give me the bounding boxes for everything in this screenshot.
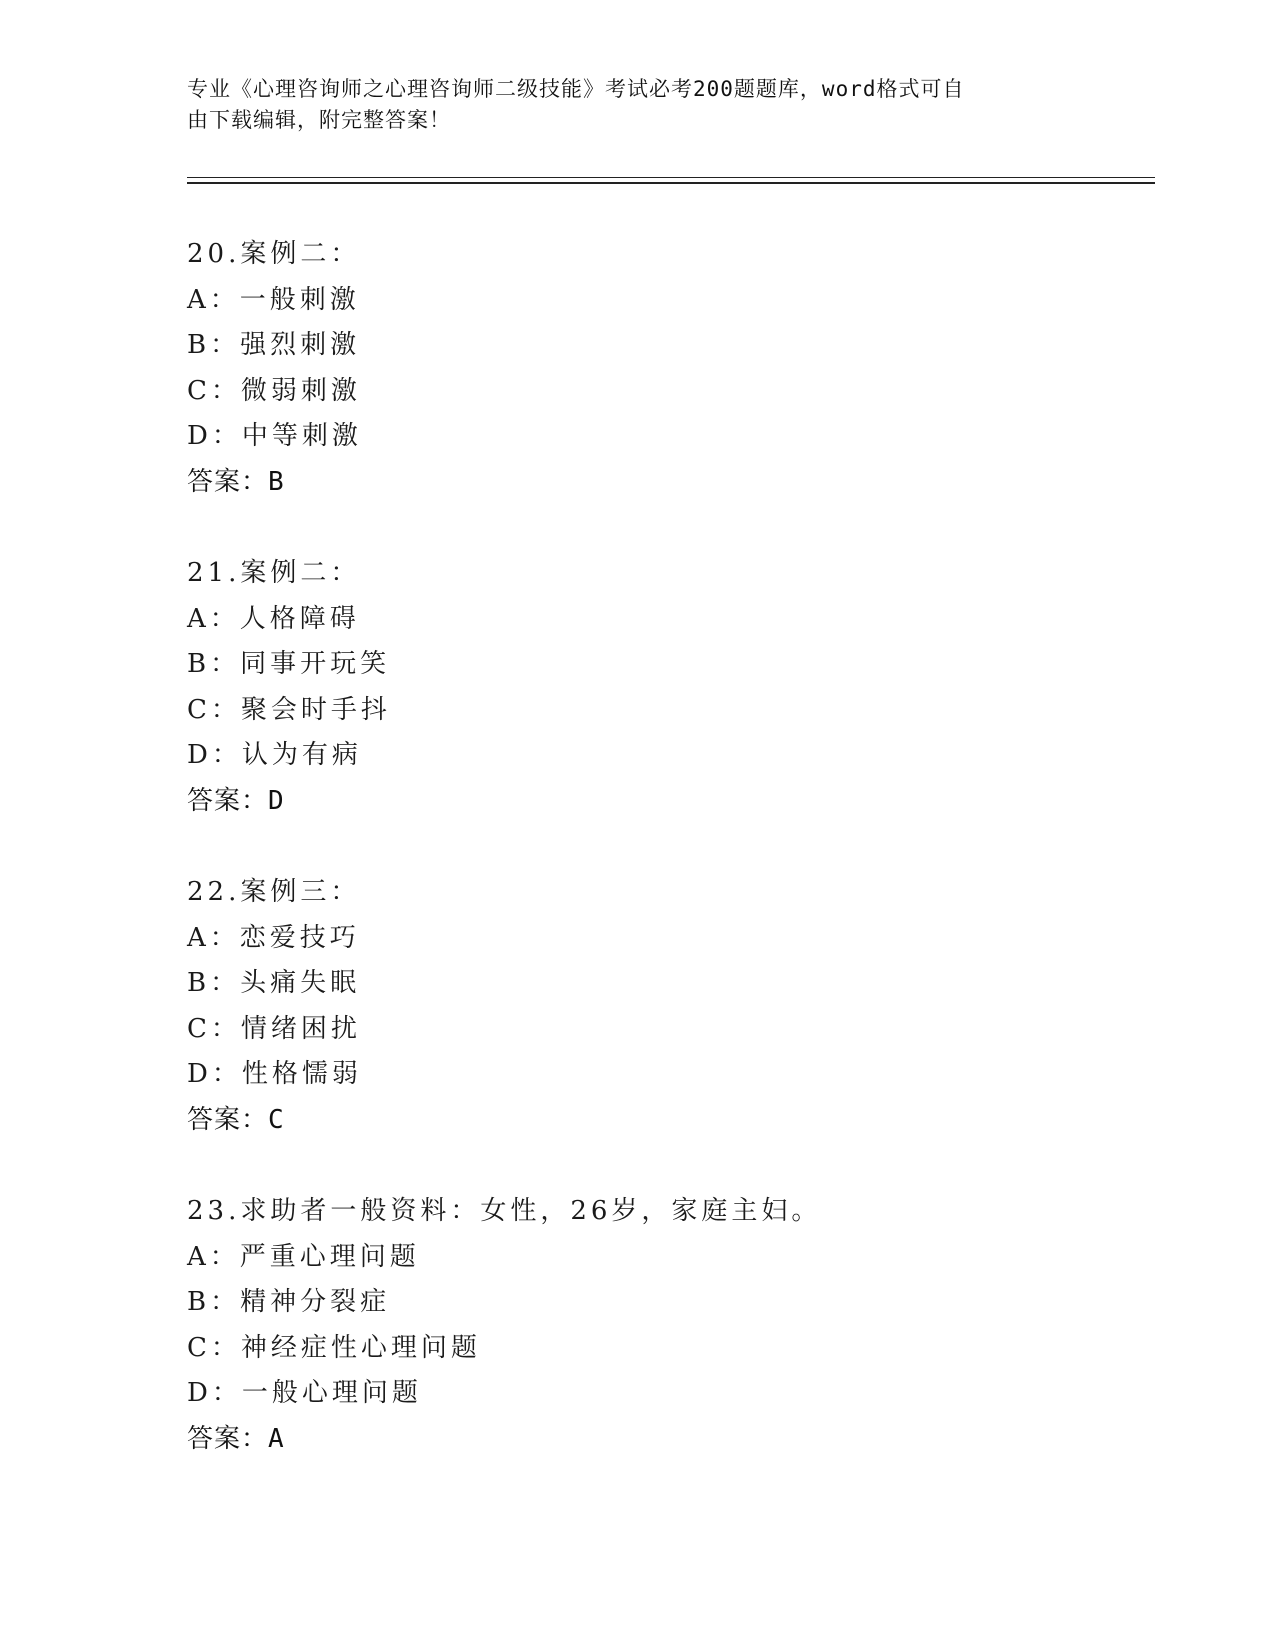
answer-line: 答案：D — [187, 785, 285, 816]
header-line-2: 由下载编辑，附完整答案！ — [187, 108, 451, 132]
option-b: B：强烈刺激 — [187, 330, 361, 360]
answer-line: 答案：A — [187, 1423, 285, 1454]
question-stem: 20.案例二： — [187, 239, 361, 269]
question-block — [187, 1189, 1087, 1462]
option-b: B：同事开玩笑 — [187, 649, 391, 679]
header-divider-thin — [187, 177, 1155, 178]
option-d: D：中等刺激 — [187, 421, 362, 451]
option-c: C：聚会时手抖 — [187, 694, 391, 725]
header-line-1: 专业《心理咨询师之心理咨询师二级技能》考试必考200题题库，word格式可自 — [187, 77, 965, 101]
question-stem: 22.案例三： — [187, 877, 361, 907]
document-header — [187, 74, 1067, 136]
option-a: A：一般刺激 — [187, 284, 360, 315]
option-c: C：微弱刺激 — [187, 375, 361, 406]
header-divider-thick — [187, 182, 1155, 184]
option-d: D：性格懦弱 — [187, 1059, 362, 1089]
option-d: D：一般心理问题 — [187, 1378, 422, 1408]
question-stem: 23.求助者一般资料：女性，26岁，家庭主妇。 — [187, 1196, 822, 1226]
option-d: D：认为有病 — [187, 740, 362, 770]
option-a: A：人格障碍 — [187, 603, 360, 634]
option-a: A：恋爱技巧 — [187, 922, 360, 953]
question-block — [187, 870, 1087, 1143]
option-b: B：精神分裂症 — [187, 1287, 391, 1317]
answer-line: 答案：C — [187, 1104, 285, 1135]
option-c: C：神经症性心理问题 — [187, 1332, 481, 1363]
question-block — [187, 551, 1087, 824]
answer-line: 答案：B — [187, 466, 285, 497]
question-stem: 21.案例二： — [187, 558, 361, 588]
option-b: B：头痛失眠 — [187, 968, 361, 998]
question-block — [187, 232, 1087, 505]
option-c: C：情绪困扰 — [187, 1013, 361, 1044]
option-a: A：严重心理问题 — [187, 1241, 420, 1272]
